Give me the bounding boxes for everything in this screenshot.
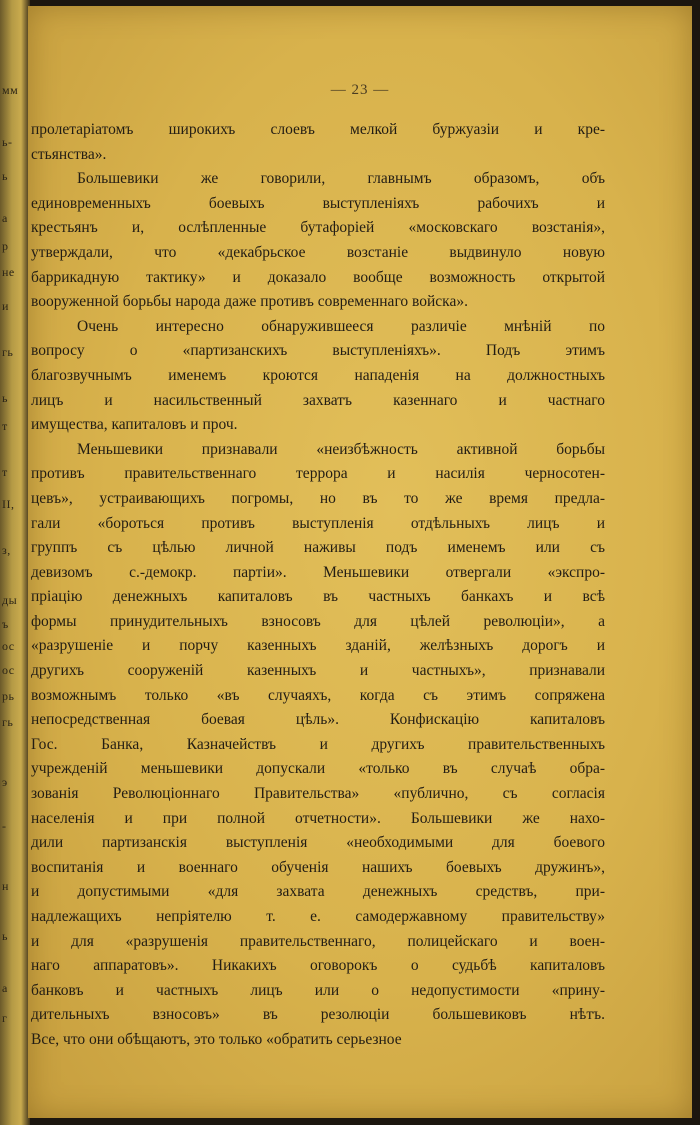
text-line: противъ правительственнаго террора и насилія черносотен- (31, 465, 605, 483)
text-line: населенія и при полной отчетности». Большевики же нахо- (31, 809, 605, 827)
paragraph (31, 315, 605, 438)
text-line: гали «бороться противъ выступленія отдѣльныхъ лицъ и (31, 514, 605, 532)
margin-fragment: а (2, 981, 8, 995)
margin-fragment: т (2, 465, 8, 479)
text-line: учрежденій меньшевики допускали «только въ случаѣ обра- (31, 760, 605, 778)
text-line: пріацію денежныхъ капиталовъ въ частныхъ банкахъ и всѣ (31, 588, 605, 606)
text-line: Очень интересно обнаружившееся различіе мнѣній по (77, 317, 605, 335)
page-number: — 23 — (330, 82, 390, 98)
text-line: Гос. Банка, Казначействъ и другихъ правительственныхъ (31, 735, 605, 753)
margin-fragment: ос (2, 639, 15, 653)
text-line: лицъ и насильственный захватъ казеннаго и частнаго (31, 391, 605, 409)
text-line: утверждали, что «декабрьское возстаніе выдвинуло новую (31, 243, 605, 261)
margin-fragment: гь (2, 715, 14, 729)
margin-fragment: гь (2, 345, 14, 359)
text-line: крестьянъ и, ослѣпленные бутафоріей «московскаго возстанія», (31, 219, 605, 237)
text-line: другихъ сооруженій казенныхъ и частныхъ», признавали (31, 662, 605, 680)
text-line: единовременныхъ боевыхъ выступленіяхъ рабочихъ и (31, 194, 605, 212)
margin-fragment: II, (2, 497, 15, 511)
margin-fragment: з, (2, 543, 11, 557)
text-line: вопросу о «партизанскихъ выступленіяхъ». Подъ этимъ (31, 342, 605, 360)
margin-fragment: рь (2, 689, 15, 703)
text-line: цевъ», устраивающихъ погромы, но въ то же время предла- (31, 489, 605, 507)
text-line: зованія Революціоннаго Правительства» «публично, съ согласія (31, 785, 605, 803)
margin-fragment: н (2, 879, 9, 893)
text-line: непосредственная боевая цѣль». Конфискацію капиталовъ (31, 711, 605, 729)
text-line: и для «разрушенія правительственнаго, полицейскаго и воен- (31, 932, 605, 950)
text-line: девизомъ с.-демокр. партіи». Меньшевики отвергали «экспро- (31, 563, 605, 581)
text-line: стьянства». (31, 145, 107, 163)
margin-fragment: мм (2, 83, 19, 97)
text-line: Меньшевики признавали «неизбѣжность активной борьбы (77, 440, 605, 458)
margin-fragment: ь (2, 391, 8, 405)
margin-fragment: т (2, 419, 8, 433)
margin-fragment: ос (2, 663, 15, 677)
text-line: Большевики же говорили, главнымъ образомъ, объ (77, 170, 605, 188)
margin-fragment: а (2, 211, 8, 225)
facing-page-edge (0, 0, 30, 1125)
margin-fragment: г (2, 1011, 8, 1025)
margin-fragment: э (2, 775, 8, 789)
text-line: «разрушеніе и порчу казенныхъ зданій, желѣзныхъ дорогъ и (31, 637, 605, 655)
margin-fragment: не (2, 265, 15, 279)
text-line: благозвучнымъ именемъ кроются нападенія на должностныхъ (31, 366, 605, 384)
text-line: вооруженной борьбы народа даже противъ современнаго войска». (31, 293, 468, 311)
margin-fragment: ь- (2, 135, 13, 149)
text-line: имущества, капиталовъ и проч. (31, 416, 238, 434)
paragraph (31, 438, 605, 1053)
text-line: формы принудительныхъ взносовъ для цѣлей революціи», а (31, 612, 605, 630)
margin-fragment: ь (2, 169, 8, 183)
book-page (28, 6, 692, 1118)
text-line: дили партизанскія выступленія «необходимыми для боевого (31, 834, 605, 852)
text-line: пролетаріатомъ широкихъ слоевъ мелкой буржуазіи и кре- (31, 121, 605, 138)
text-line: и допустимыми «для захвата денежныхъ средствъ, при- (31, 883, 605, 901)
text-line: Все, что они обѣщаютъ, это только «обратить серьезное (31, 1030, 402, 1048)
text-line: баррикадную тактику» и доказало вообще возможность открытой (31, 268, 605, 286)
margin-fragment: ь (2, 929, 8, 943)
text-line: надлежащихъ непріятелю т. е. самодержавному правительству» (31, 908, 605, 925)
margin-fragment: р (2, 239, 9, 253)
margin-fragment: - (2, 819, 7, 833)
margin-fragment: ды (2, 593, 18, 607)
text-line: воспитанія и военнаго обученія нашихъ боевыхъ дружинъ», (31, 858, 605, 876)
paragraph (31, 118, 605, 167)
margin-fragment: ъ (2, 617, 9, 631)
body-text (31, 118, 605, 1053)
paragraph (31, 167, 605, 315)
text-line: наго аппаратовъ». Никакихъ оговорокъ о судьбѣ капиталовъ (31, 957, 605, 975)
text-line: группъ съ цѣлью личной наживы подъ именемъ или съ (31, 539, 605, 557)
margin-fragment: и (2, 299, 9, 313)
text-line: возможнымъ только «въ случаяхъ, когда съ этимъ сопряжена (31, 686, 605, 704)
text-line: банковъ и частныхъ лицъ или о недопустимости «прину- (31, 981, 605, 999)
text-line: дительныхъ взносовъ» въ резолюціи большевиковъ нѣтъ. (31, 1006, 605, 1024)
